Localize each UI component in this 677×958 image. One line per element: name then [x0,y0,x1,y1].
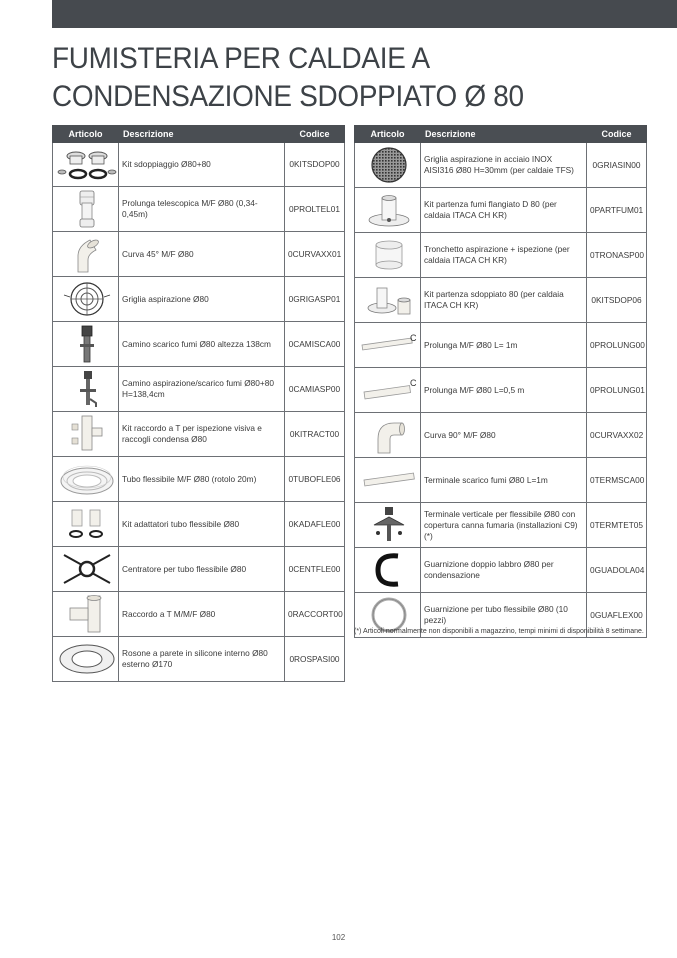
row-code: 0KITRACT00 [285,412,345,457]
row-code: 0PROLUNG00 [587,323,647,368]
row-description: Guarnizione doppio labbro Ø80 per condensazione [421,548,587,593]
table-row [53,412,345,457]
table-row [53,143,345,187]
row-description: Terminale verticale per flessibile Ø80 con copertura canna fumaria (installazioni C9) (*) [421,503,587,548]
camino-scarico-icon [56,324,118,364]
header-descrizione: Descrizione [421,126,587,143]
top-bar [52,0,677,28]
row-code: 0KADAFLE00 [285,502,345,547]
table-row [355,188,647,233]
table-row [53,457,345,502]
kit-partenza-flangiato-icon [358,190,420,230]
row-description: Tronchetto aspirazione + ispezione (per caldaia ITACA CH KR) [421,233,587,278]
table-row [53,637,345,682]
row-description: Curva 45° M/F Ø80 [119,232,285,277]
row-description: Tubo flessibile M/F Ø80 (rotolo 20m) [119,457,285,502]
row-code: 0KITSDOP00 [285,143,345,187]
row-code: 0TERMTET05 [587,503,647,548]
table-row [53,502,345,547]
prolunga-1m-icon [358,325,420,365]
terminale-verticale-icon [358,505,420,545]
curva-45-icon [56,234,118,274]
row-code: 0RACCORT00 [285,592,345,637]
rosone-icon [56,639,118,679]
table-row [53,322,345,367]
row-description: Kit raccordo a T per ispezione visiva e raccogli condensa Ø80 [119,412,285,457]
table-row [53,367,345,412]
table-row [355,548,647,593]
availability-note: (*) Articoli normalmente non disponibili a magazzino, tempi minimi di disponibilità 8 settimane. [354,628,644,635]
row-code: 0PARTFUM01 [587,188,647,233]
row-description: Camino aspirazione/scarico fumi Ø80+80 H=138,4cm [119,367,285,412]
row-description: Camino scarico fumi Ø80 altezza 138cm [119,322,285,367]
table-row [53,277,345,322]
header-codice: Codice [587,126,647,143]
table-row [53,187,345,232]
table-row [355,143,647,188]
tubo-flessibile-icon [56,459,118,499]
table-row [355,368,647,413]
svg-text:C: C [410,333,417,343]
camino-aspirazione-icon [56,369,118,409]
header-codice: Codice [285,126,345,143]
table-row [355,413,647,458]
row-code: 0GUADOLA04 [587,548,647,593]
table-row [53,232,345,277]
header-descrizione: Descrizione [119,126,285,143]
prolunga-telescopica-icon [56,189,118,229]
page-number: 102 [331,933,346,942]
prolunga-05m-icon [358,370,420,410]
row-description: Kit adattatori tubo flessibile Ø80 [119,502,285,547]
row-code: 0PROLTEL01 [285,187,345,232]
guarnizione-labbro-icon [358,550,420,590]
row-description: Kit partenza sdoppiato 80 (per caldaia ITACA CH KR) [421,278,587,323]
row-code: 0TERMSCA00 [587,458,647,503]
curva-90-icon [358,415,420,455]
table-row [355,323,647,368]
row-description: Prolunga M/F Ø80 L= 1m [421,323,587,368]
row-description: Centratore per tubo flessibile Ø80 [119,547,285,592]
header-articolo: Articolo [53,126,119,143]
row-description: Curva 90° M/F Ø80 [421,413,587,458]
row-code: 0KITSDOP06 [587,278,647,323]
row-description: Raccordo a T M/M/F Ø80 [119,592,285,637]
row-code: 0PROLUNG01 [587,368,647,413]
row-description: Prolunga telescopica M/F Ø80 (0,34-0,45m) [119,187,285,232]
row-code: 0CAMIASP00 [285,367,345,412]
row-description: Griglia aspirazione in acciaio INOX AISI316 Ø80 H=30mm (per caldaie TFS) [421,143,587,188]
row-code: 0GUAFLEX00 [587,593,647,638]
row-code: 0GRIGASP01 [285,277,345,322]
row-code: 0CURVAXX01 [285,232,345,277]
griglia-aspirazione-icon [56,279,118,319]
title-line-2: CONDENSAZIONE SDOPPIATO Ø 80 [52,80,524,113]
row-code: 0CENTFLE00 [285,547,345,592]
kit-partenza-sdoppiato-icon [358,280,420,320]
terminale-scarico-icon [358,460,420,500]
title-line-1: FUMISTERIA PER CALDAIE A [52,42,430,75]
table-row [53,547,345,592]
right-product-table [354,125,647,638]
kit-adattatori-icon [56,504,118,544]
row-description: Griglia aspirazione Ø80 [119,277,285,322]
row-description: Rosone a parete in silicone interno Ø80 esterno Ø170 [119,637,285,682]
row-description: Kit sdoppiaggio Ø80+80 [119,143,285,187]
row-code: 0TUBOFLE06 [285,457,345,502]
row-code: 0ROSPASI00 [285,637,345,682]
table-row [53,592,345,637]
page-title [52,40,610,116]
griglia-inox-icon [358,145,420,185]
left-product-table [52,125,345,682]
row-description: Guarnizione per tubo flessibile Ø80 (10 pezzi) [421,593,587,638]
table-row [355,278,647,323]
row-description: Kit partenza fumi flangiato D 80 (per caldaia ITACA CH KR) [421,188,587,233]
svg-text:C: C [410,378,417,388]
table-row [355,458,647,503]
row-code: 0CURVAXX02 [587,413,647,458]
table-row [355,233,647,278]
centratore-icon [56,549,118,589]
table-row [355,503,647,548]
row-code: 0CAMISCA00 [285,322,345,367]
row-code: 0GRIASIN00 [587,143,647,188]
row-description: Terminale scarico fumi Ø80 L=1m [421,458,587,503]
header-articolo: Articolo [355,126,421,143]
kit-raccordo-t-icon [56,414,118,454]
row-code: 0TRONASP00 [587,233,647,278]
kit-sdoppiaggio-icon [56,148,118,182]
tronchetto-icon [358,235,420,275]
raccordo-t-icon [56,594,118,634]
row-description: Prolunga M/F Ø80 L=0,5 m [421,368,587,413]
